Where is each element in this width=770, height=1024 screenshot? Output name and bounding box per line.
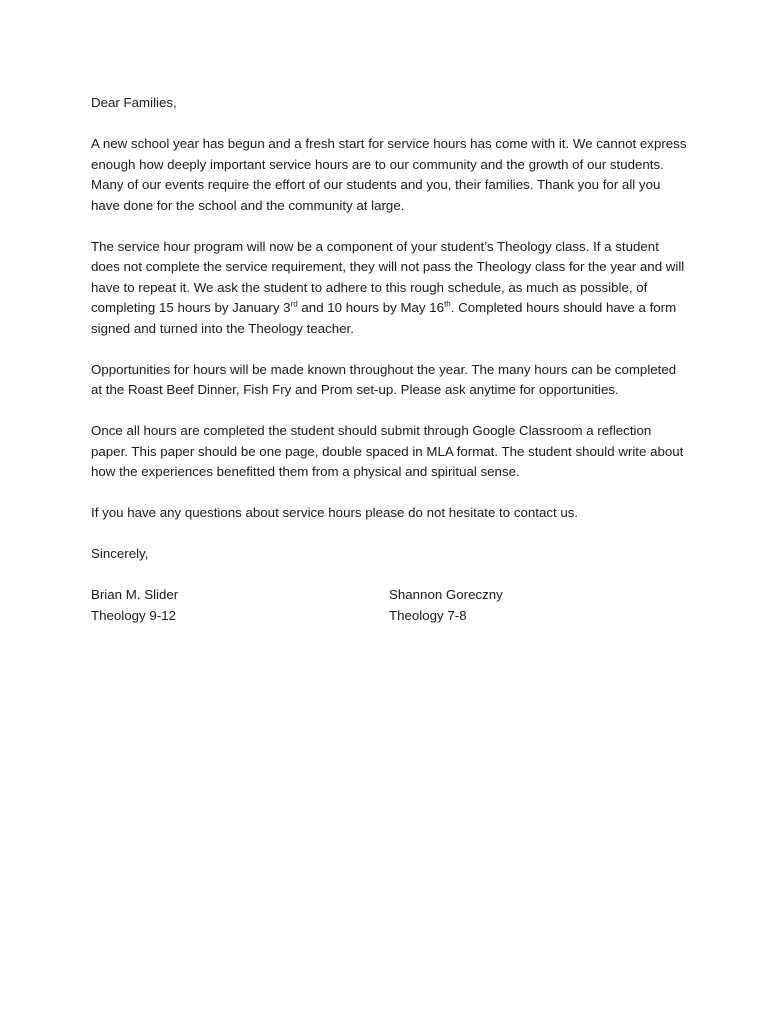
paragraph-reflection: Once all hours are completed the student should submit through Google Classroom a reflection paper. This paper should be one page, double spaced in MLA format. The student should write about how the experiences benefitted them from a physical and spiritual sense. bbox=[91, 423, 684, 479]
paragraph-program bbox=[91, 237, 687, 340]
signer-1-title: Theology 9-12 bbox=[91, 607, 177, 623]
paragraph-opportunities: Opportunities for hours will be made known throughout the year. The many hours can be completed at the Roast Beef Dinner, Fish Fry and Prom set-up. Please ask anytime for opportunities. bbox=[91, 361, 677, 397]
signer-1-name: Brian M. Slider bbox=[91, 587, 179, 602]
paragraph-contact: If you have any questions about service hours please do not hesitate to contact us. bbox=[91, 505, 579, 520]
signer-2-name: Shannon Goreczny bbox=[389, 587, 503, 602]
ordinal-suffix-th: th bbox=[444, 299, 451, 309]
letter-body bbox=[91, 93, 687, 626]
paragraph-intro: A new school year has begun and a fresh start for service hours has come with it. We cannot express enough how deeply important service hours are to our community and the growth of our students. Many of our events require the effort of our students and you, their families. Thank you for all you have done for the school and the community at large. bbox=[91, 136, 687, 213]
ordinal-suffix-rd: rd bbox=[290, 299, 298, 309]
signature-block bbox=[91, 585, 687, 626]
signer-1 bbox=[91, 585, 389, 626]
paragraph-program-part-1: The service hour program will now be a component of your student’s Theology class. If a student does not complete the service requirement, they will not pass the Theology class for the year and will have to repeat it. We ask the student to adhere to this rough schedule, as much as possible, of completing 15 hours by January 3 bbox=[91, 238, 685, 315]
signer-2-title: Theology 7-8 bbox=[389, 607, 467, 623]
signer-2 bbox=[389, 585, 687, 626]
closing: Sincerely, bbox=[91, 546, 149, 561]
salutation: Dear Families, bbox=[91, 95, 177, 110]
paragraph-program-part-2: and 10 hours by May 16 bbox=[297, 300, 445, 315]
paragraph-program-part-3: . Completed hours should have a form signed and turned into the Theology teacher. bbox=[91, 300, 677, 336]
